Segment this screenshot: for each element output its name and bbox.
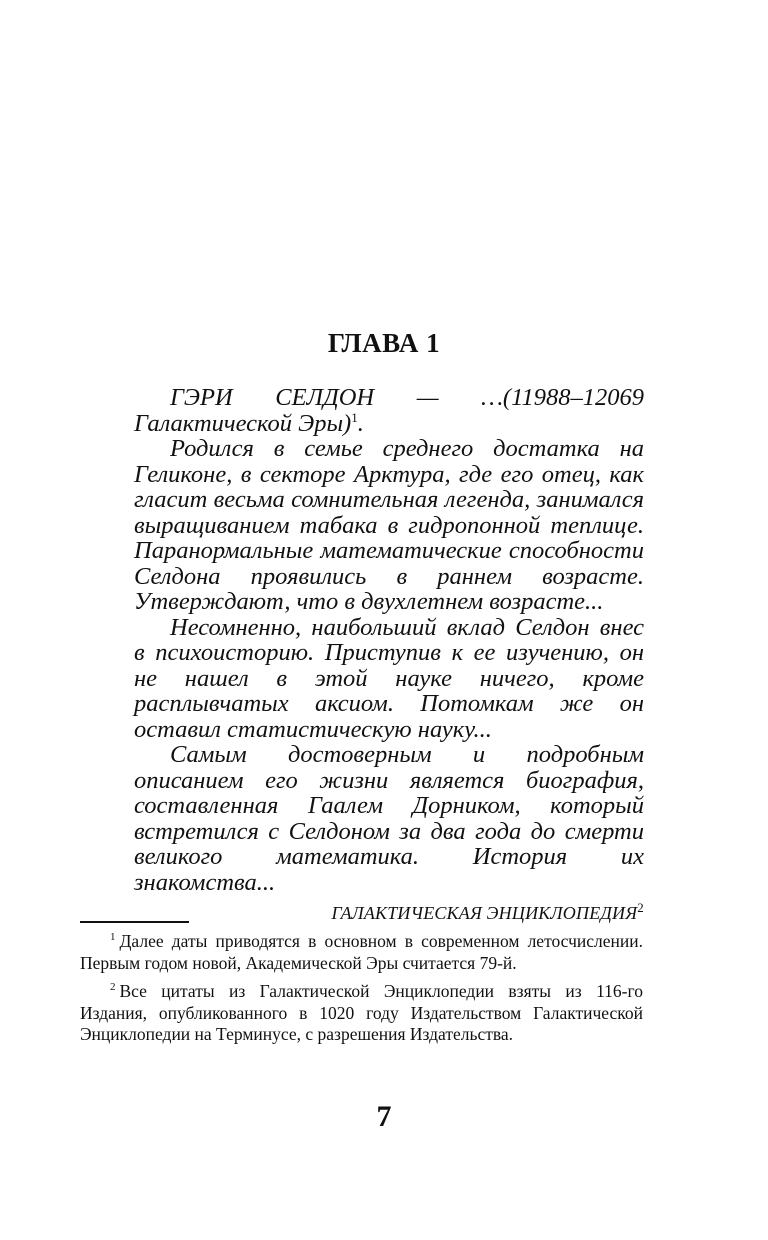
footnote-ref: 2 <box>637 900 644 915</box>
footnote <box>80 981 643 1046</box>
footnote-mark: 1 <box>110 931 116 944</box>
footnote-divider <box>80 921 189 923</box>
footnote-text: Все цитаты из Галактической Энциклопедии взяты из 116-го Издания, опубликованного в 1020 году Издательством Галактической Энциклопедии на Терминусе, с разрешения Издательства. <box>80 981 643 1044</box>
epigraph-paragraph: Самым достоверным и подробным описанием его жизни является биография, составленная Гаалем Дорником, который встретился с Селдоном за два года до смерти великого математика. История их знакомства... <box>134 741 644 896</box>
attribution-text: ГАЛАКТИЧЕСКАЯ ЭНЦИКЛОПЕДИЯ <box>331 903 638 923</box>
epigraph-paragraph: Несомненно, наибольший вклад Селдон внес в психоисторию. Приступив к ее изучению, он не нашел в этой науке ничего, кроме расплывчатых аксиом. Потомкам же он оставил статистическую науку... <box>134 613 644 743</box>
epigraph-text: ГЭРИ СЕЛДОН — …(11988–12069 Галактической Эры) <box>134 384 644 437</box>
epigraph-paragraph: Родился в семье среднего достатка на Геликоне, в секторе Арктура, где его отец, как гласит весьма сомнительная легенда, занимался выращиванием табака в гидропонной теплице. Паранормальные математические способности Селдона проявились в раннем возрасте. Утверждают, что в двухлетнем возрасте... <box>134 435 644 615</box>
epigraph-trailing: . <box>357 409 364 437</box>
epigraph-attribution <box>134 901 644 927</box>
epigraph <box>134 385 644 927</box>
footnote <box>80 931 643 974</box>
page-number: 7 <box>376 1100 392 1133</box>
footnote-text: Далее даты приводятся в основном в современном летосчислении. Первым годом новой, Академической Эры считается 79-й. <box>80 931 643 973</box>
footnote-ref: 1 <box>351 409 358 425</box>
footnotes <box>80 931 643 1053</box>
footnote-mark: 2 <box>110 981 116 994</box>
chapter-title: ГЛАВА 1 <box>327 328 441 358</box>
epigraph-paragraph <box>134 385 644 436</box>
